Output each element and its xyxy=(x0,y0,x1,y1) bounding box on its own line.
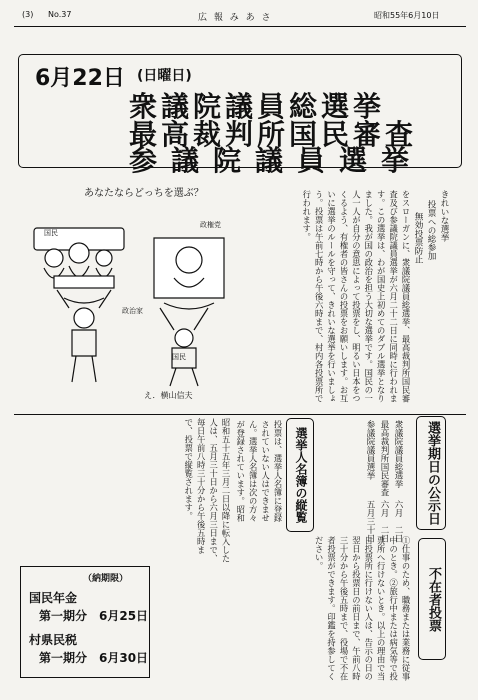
label-ruling-party: 政権党 xyxy=(200,221,221,229)
label-nation: 国民 xyxy=(172,353,186,361)
label-politician: 政治家 xyxy=(122,307,143,315)
pension-date: 6月25日 xyxy=(99,609,149,623)
register-date-body: 昭和五十五年三月二日以降に転入した人は、五月三十日から六月三日まで、毎日午前八時三十分から午後五時まで、投票で縦覧されます。 xyxy=(183,418,231,563)
publication-title: 広 報 み あ さ xyxy=(198,13,273,23)
slogan-clean-election: きれいな選挙 xyxy=(439,190,449,242)
schedule-row-2-date: 六月 二日 xyxy=(379,500,389,543)
election-title-box xyxy=(18,54,462,177)
pension-term: 第一期分 xyxy=(39,609,88,623)
resident-tax-date: 6月30日 xyxy=(99,651,149,665)
resident-tax-term: 第一期分 xyxy=(39,651,88,665)
schedule-row-1-label: 衆議院議員総選挙 xyxy=(393,420,403,488)
deadline-label: （納期限） xyxy=(83,574,129,584)
slogan-prevent-invalid: 無効投票防止 xyxy=(413,212,423,264)
page-number: (3) xyxy=(22,10,34,19)
tax-deadline-box xyxy=(20,566,150,678)
title-house-of-councillors: 参議院議員選挙 xyxy=(129,144,424,177)
title-supreme-court-review: 最高裁判所国民審査 xyxy=(129,118,418,151)
issue-date: 昭和55年6月10日 xyxy=(374,11,440,20)
header-rule xyxy=(14,26,466,27)
slogan-total-participation: 投票への総参加 xyxy=(426,200,436,261)
illustration-question: あなたならどっちを選ぶ？ xyxy=(84,188,204,199)
register-body: 投票は、選挙人名簿に登録されていない人はできません。選挙人名簿は次の方々が登録されています。昭和 xyxy=(236,420,283,522)
cartoon-illustration xyxy=(24,180,246,410)
illustration-credit: え．横山信夫 xyxy=(144,391,193,400)
title-house-of-representatives: 衆議院議員総選挙 xyxy=(129,90,386,123)
absentee-heading: 不在者投票 xyxy=(418,538,446,660)
schedule-row-3-date: 五月三十日 xyxy=(365,500,375,543)
election-date: 6月22日 xyxy=(35,66,125,91)
schedule-row-3-label: 参議院議員選挙 xyxy=(365,420,375,480)
mid-rule xyxy=(14,414,466,415)
pension-label: 国民年金 xyxy=(29,591,78,605)
register-heading: 選挙人名簿の縦覧 xyxy=(286,418,314,532)
absentee-body: ①仕事のため、職務または業務に従事中のとき。②旅行中または病気等で投票所へ行けないとき。以上の理由で当日投票所に行けない人は、告示の日の翌日から投票日の前日まで、午前八時三十分から午後五時まで、役場で不在者投票ができます。印鑑を持参してください。 xyxy=(314,536,411,681)
resident-tax-label: 村県民税 xyxy=(29,633,78,647)
schedule-row-2-label: 最高裁判所国民審査 xyxy=(379,420,389,497)
issue-number: No.37 xyxy=(48,10,72,19)
label-people: 国民 xyxy=(44,229,58,237)
schedule-row-1-date: 六月 二日 xyxy=(393,500,403,543)
election-weekday: (日曜日) xyxy=(137,68,192,84)
main-article-body: をスローガンに、衆議院議員総選挙、最高裁判所国民審査及び参議院議員選挙が六月二十二日に同時に行われます。この選挙は、わが国史上初めてのダブル選挙となりました。我が国の政治を担う大切な選挙です。国民の一人一人が自分の意思によって投票をし、明るい日本をつくるよう、有権者の皆さんの投票をお願いします。お互いに選挙のルールを守って、きれいな選挙を行いましょう。投票は午前七時から午後六時まで、村内各投票所で行われます。 xyxy=(301,190,411,403)
schedule-heading: 選挙期日の公示日 xyxy=(416,416,446,530)
